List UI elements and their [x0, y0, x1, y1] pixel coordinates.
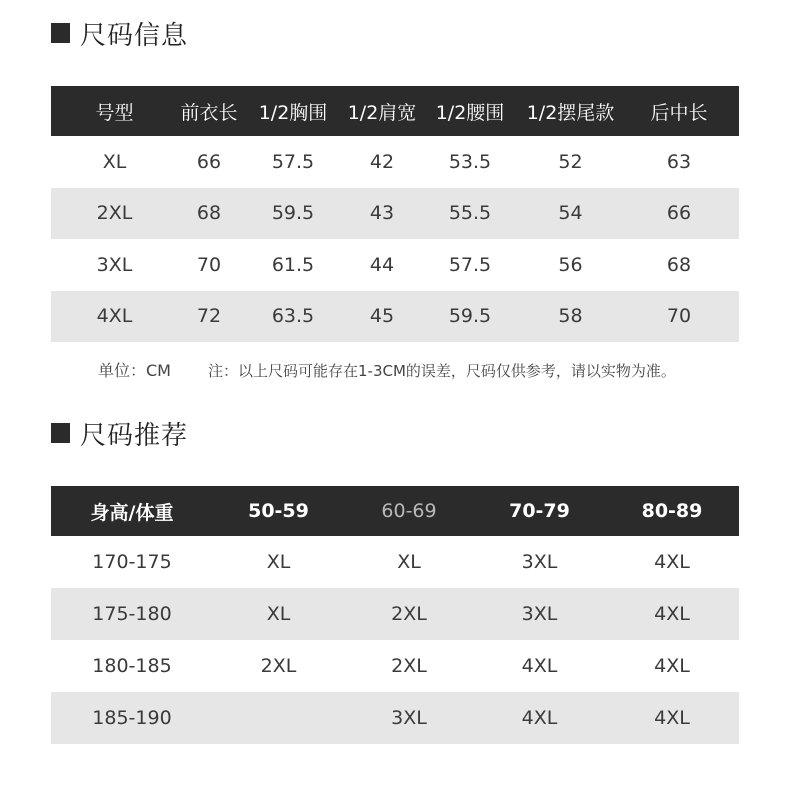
- column-header: 1/2肩宽: [346, 86, 418, 136]
- table-cell: 4XL: [605, 692, 739, 744]
- table-row: [51, 692, 739, 744]
- table-cell: 4XL: [654, 655, 690, 677]
- table-row: [51, 291, 739, 343]
- size-info-table: [51, 86, 739, 342]
- table-header-row: [51, 86, 739, 136]
- table-cell: 4XL: [654, 551, 690, 573]
- table-cell: 3XL: [96, 253, 133, 276]
- table-cell: 4XL: [51, 291, 178, 343]
- table-cell: 59.5: [418, 291, 522, 343]
- table-row: [51, 136, 739, 188]
- table-cell: XL: [397, 551, 421, 573]
- table-cell: 42: [369, 150, 395, 173]
- table-cell: 70: [196, 253, 222, 276]
- table-cell: 185-190: [51, 692, 213, 744]
- square-bullet-icon: [51, 23, 70, 43]
- table-cell: 4XL: [474, 692, 605, 744]
- table-cell: 170-175: [92, 551, 172, 573]
- square-bullet-icon: [51, 423, 70, 443]
- table-cell: 4XL: [521, 655, 558, 677]
- table-cell: XL: [213, 588, 344, 640]
- column-header: 身高/体重: [51, 486, 213, 536]
- table-cell: 44: [369, 253, 395, 276]
- table-cell: 2XL: [391, 655, 427, 677]
- table-cell: XL: [102, 150, 127, 173]
- table-cell: 63.5: [240, 291, 346, 343]
- table-cell: 3XL: [474, 588, 605, 640]
- table-cell: 4XL: [605, 588, 739, 640]
- column-header: 号型: [51, 86, 178, 136]
- table-cell: [213, 692, 344, 744]
- table-header-row: [51, 486, 739, 536]
- table-cell: 2XL: [260, 655, 297, 677]
- table-cell: 180-185: [92, 655, 172, 677]
- table-cell: 2XL: [51, 188, 178, 240]
- size-disclaimer: 注：以上尺码可能存在1-3CM的误差，尺码仅供参考，请以实物为准。: [208, 362, 676, 380]
- size-note-row: [98, 358, 676, 381]
- table-cell: 2XL: [344, 588, 474, 640]
- table-cell: 66: [196, 150, 222, 173]
- table-cell: 59.5: [240, 188, 346, 240]
- table-cell: 72: [178, 291, 240, 343]
- table-cell: 45: [346, 291, 418, 343]
- table-row: [51, 640, 739, 692]
- table-cell: XL: [266, 551, 291, 573]
- table-cell: 61.5: [271, 253, 315, 276]
- column-header: 1/2腰围: [418, 86, 522, 136]
- table-cell: 58: [522, 291, 619, 343]
- table-row: [51, 536, 739, 588]
- column-header: 80-89: [605, 486, 739, 536]
- unit-label: 单位：CM: [98, 361, 171, 380]
- table-cell: 175-180: [51, 588, 213, 640]
- table-cell: 57.5: [271, 150, 315, 173]
- column-header: 70-79: [474, 486, 605, 536]
- table-cell: 70: [619, 291, 739, 343]
- size-info-heading: [51, 18, 189, 51]
- table-row: [51, 239, 739, 291]
- table-cell: 63: [666, 150, 692, 173]
- table-cell: 53.5: [448, 150, 492, 173]
- column-header: 1/2摆尾款: [522, 86, 619, 136]
- size-recommendation-heading: [51, 418, 189, 451]
- table-cell: 52: [558, 150, 583, 173]
- table-row: [51, 588, 739, 640]
- size-recommendation-table: [51, 486, 739, 744]
- column-header: 1/2胸围: [240, 86, 346, 136]
- table-cell: 43: [346, 188, 418, 240]
- table-row: [51, 188, 739, 240]
- size-recommendation-title: 尺码推荐: [80, 420, 189, 451]
- column-header: 后中长: [619, 86, 739, 136]
- size-info-title: 尺码信息: [80, 20, 189, 51]
- table-cell: 68: [178, 188, 240, 240]
- table-cell: 55.5: [418, 188, 522, 240]
- table-cell: 56: [558, 253, 583, 276]
- column-header: 60-69: [344, 486, 474, 536]
- table-cell: 3XL: [344, 692, 474, 744]
- column-header: 50-59: [213, 486, 344, 536]
- table-cell: 66: [619, 188, 739, 240]
- column-header: 前衣长: [178, 86, 240, 136]
- table-cell: 57.5: [448, 253, 492, 276]
- table-cell: 68: [666, 253, 692, 276]
- table-cell: 3XL: [521, 551, 558, 573]
- table-cell: 54: [522, 188, 619, 240]
